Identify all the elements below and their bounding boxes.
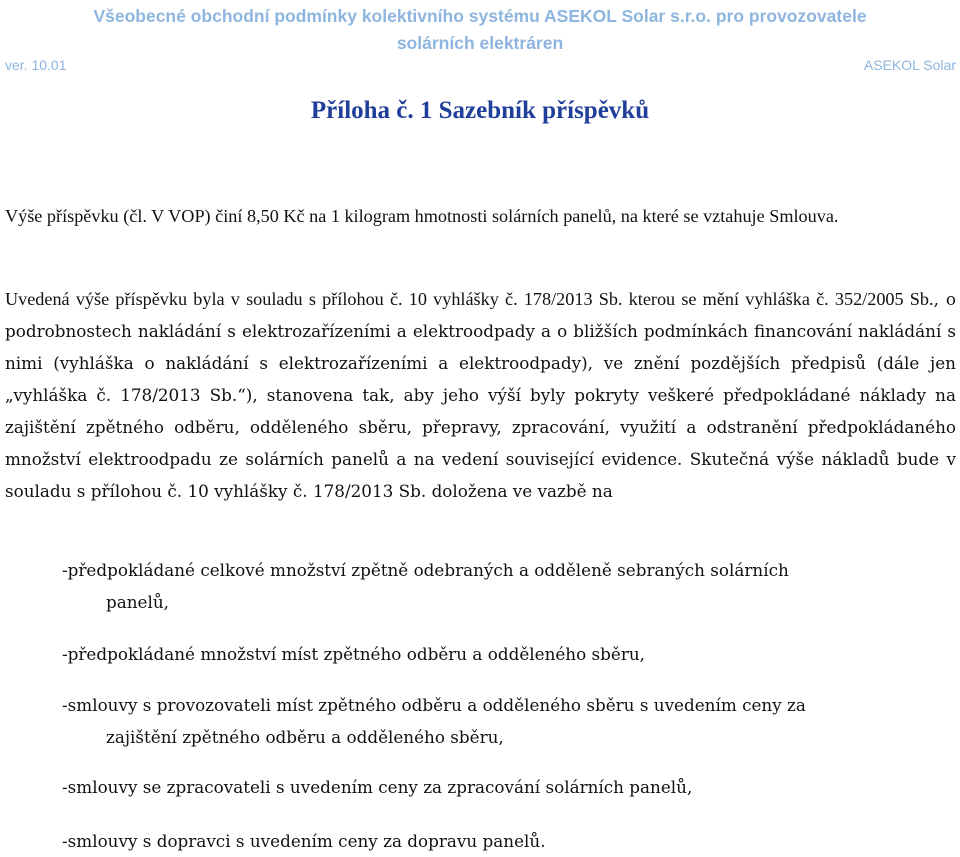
header-title-line-2: solárních elektráren [396, 33, 564, 53]
list-item-text: smlouvy s dopravci s uvedením ceny za dopravu panelů. [67, 831, 546, 851]
legal-basis-intro: Uvedená výše příspěvku byla v souladu s přílohou č. 10 vyhlášky č. 178/2013 Sb. kterou se mění vyhláška č. 352/2005 Sb. [5, 289, 934, 309]
contribution-paragraph: Výše příspěvku (čl. V VOP) činí 8,50 Kč na 1 kilogram hmotnosti solárních panelů, na které se vztahuje Smlouva. [5, 206, 839, 226]
list-item-text: smlouvy se zpracovateli s uvedením ceny za zpracování solárních panelů, [67, 777, 693, 797]
list-item-text-continuation: zajištění zpětného odběru a odděleného sběru, [106, 727, 504, 747]
brand-label: ASEKOL Solar [863, 57, 956, 73]
list-item [62, 689, 956, 753]
document-header-title [0, 3, 960, 57]
header-title-line-1: Všeobecné obchodní podmínky kolektivního systému ASEKOL Solar s.r.o. pro provozovatele [93, 6, 867, 26]
appendix-title: Příloha č. 1 Sazebník příspěvků [310, 97, 650, 124]
list-item [62, 825, 956, 857]
list-item [62, 638, 956, 670]
list-item-dash: - [62, 777, 68, 797]
list-item-text-continuation: panelů, [106, 592, 169, 612]
list-item-dash: - [62, 695, 68, 715]
legal-basis-paragraph [5, 283, 956, 507]
list-item-dash: - [62, 560, 68, 580]
legal-basis-details: , o podrobnostech nakládání s elektrozařízeními a elektroodpady a o bližších podmínkách financování nakládání s nimi (vyhláška o nakládání s elektrozařízeními a elektroodpady), ve znění pozdějších předpisů (dále jen „vyhláška č. 178/2013 Sb.“), stanovena tak, aby jeho výší byly pokryty veškeré předpokládané náklady na zajištění zpětného odběru, odděleného sběru, přepravy, zpracování, využití a odstranění předpokládaného množství elektroodpadu ze solárních panelů a na vedení související evidence. Skutečná výše nákladů bude v souladu s přílohou č. 10 vyhlášky č. 178/2013 Sb. doložena ve vazbě na [5, 289, 956, 501]
version-label: ver. 10.01 [5, 57, 67, 73]
list-item-dash: - [62, 644, 68, 664]
list-item-text: smlouvy s provozovateli míst zpětného odběru a odděleného sběru s uvedením ceny za [67, 695, 806, 715]
list-item-text: předpokládané celkové množství zpětně odebraných a odděleně sebraných solárních [67, 560, 789, 580]
list-item-text: předpokládané množství míst zpětného odběru a odděleného sběru, [67, 644, 646, 664]
list-item [62, 554, 956, 618]
list-item-dash: - [62, 831, 68, 851]
list-item [62, 771, 956, 803]
